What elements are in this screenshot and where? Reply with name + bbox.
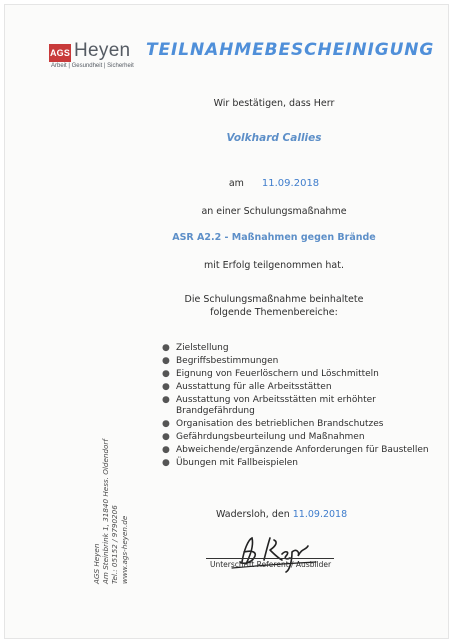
date-line xyxy=(84,178,449,189)
bullet-icon: ● xyxy=(162,395,170,405)
place-text: Wadersloh, den xyxy=(216,509,290,520)
signature-date: 11.09.2018 xyxy=(292,509,348,520)
training-date: 11.09.2018 xyxy=(261,178,320,189)
topic-text: Ausstattung für alle Arbeitsstätten xyxy=(176,382,332,392)
bullet-icon: ● xyxy=(162,445,170,456)
list-item xyxy=(162,395,432,418)
success-text: mit Erfolg teilgenommen hat. xyxy=(204,260,344,271)
certificate-title: TEILNAHMEBESCHEINIGUNG xyxy=(146,40,435,60)
topic-text: Organisation des betrieblichen Brandschutzes xyxy=(176,419,384,430)
training-text: an einer Schulungsmaßnahme xyxy=(201,206,347,217)
confirmation-text: Wir bestätigen, dass Herr xyxy=(213,98,335,109)
address-phone: Tel.: 05152 / 9790206 xyxy=(110,505,120,584)
certificate-page xyxy=(4,4,449,639)
topic-text: Ausstattung von Arbeitsstätten mit erhöhter Brandgefährdung xyxy=(176,395,376,417)
signature-line xyxy=(206,558,334,559)
topics-intro-line2: folgende Themenbereiche: xyxy=(210,307,338,318)
signature-label: Unterschrift Referent / Ausbilder xyxy=(210,560,332,569)
bullet-icon: ● xyxy=(162,343,170,353)
company-logo xyxy=(49,42,149,72)
list-item xyxy=(162,343,432,354)
topics-intro-line1: Die Schulungsmaßnahme beinhaltete xyxy=(184,294,364,305)
list-item xyxy=(162,419,432,430)
side-address xyxy=(92,404,129,584)
course-title: ASR A2.2 - Maßnahmen gegen Brände xyxy=(172,232,376,243)
logo-badge: AGS xyxy=(49,44,71,62)
bullet-icon: ● xyxy=(162,432,170,443)
bullet-icon: ● xyxy=(162,458,170,469)
topics-list xyxy=(162,343,432,471)
list-item xyxy=(162,432,432,443)
date-prefix: am xyxy=(228,178,244,189)
list-item xyxy=(162,356,432,367)
bullet-icon: ● xyxy=(162,369,170,379)
participant-name: Volkhard Callies xyxy=(226,132,322,144)
address-company: AGS Heyen xyxy=(92,543,101,584)
bullet-icon: ● xyxy=(162,419,170,430)
topic-text: Übungen mit Fallbeispielen xyxy=(176,458,298,469)
bullet-icon: ● xyxy=(162,382,170,392)
topic-text: Begriffsbestimmungen xyxy=(176,356,279,366)
list-item xyxy=(162,445,432,456)
address-website: www.ags-heyen.de xyxy=(119,515,129,584)
topic-text: Abweichende/ergänzende Anforderungen für Baustellen xyxy=(176,445,429,456)
topic-text: Zielstellung xyxy=(176,343,229,353)
topic-text: Eignung von Feuerlöschern und Löschmitteln xyxy=(176,369,379,379)
topic-text: Gefährdungsbeurteilung und Maßnahmen xyxy=(176,432,365,443)
list-item xyxy=(162,382,432,393)
place-date-line xyxy=(216,509,376,520)
list-item xyxy=(162,458,432,469)
logo-tagline: Arbeit | Gesundheit | Sicherheit xyxy=(51,63,134,69)
address-street: Am Steinbrink 1, 31840 Hess. Oldendorf xyxy=(101,439,111,584)
logo-name: Heyen xyxy=(74,40,131,61)
bullet-icon: ● xyxy=(162,356,170,366)
list-item xyxy=(162,369,432,380)
